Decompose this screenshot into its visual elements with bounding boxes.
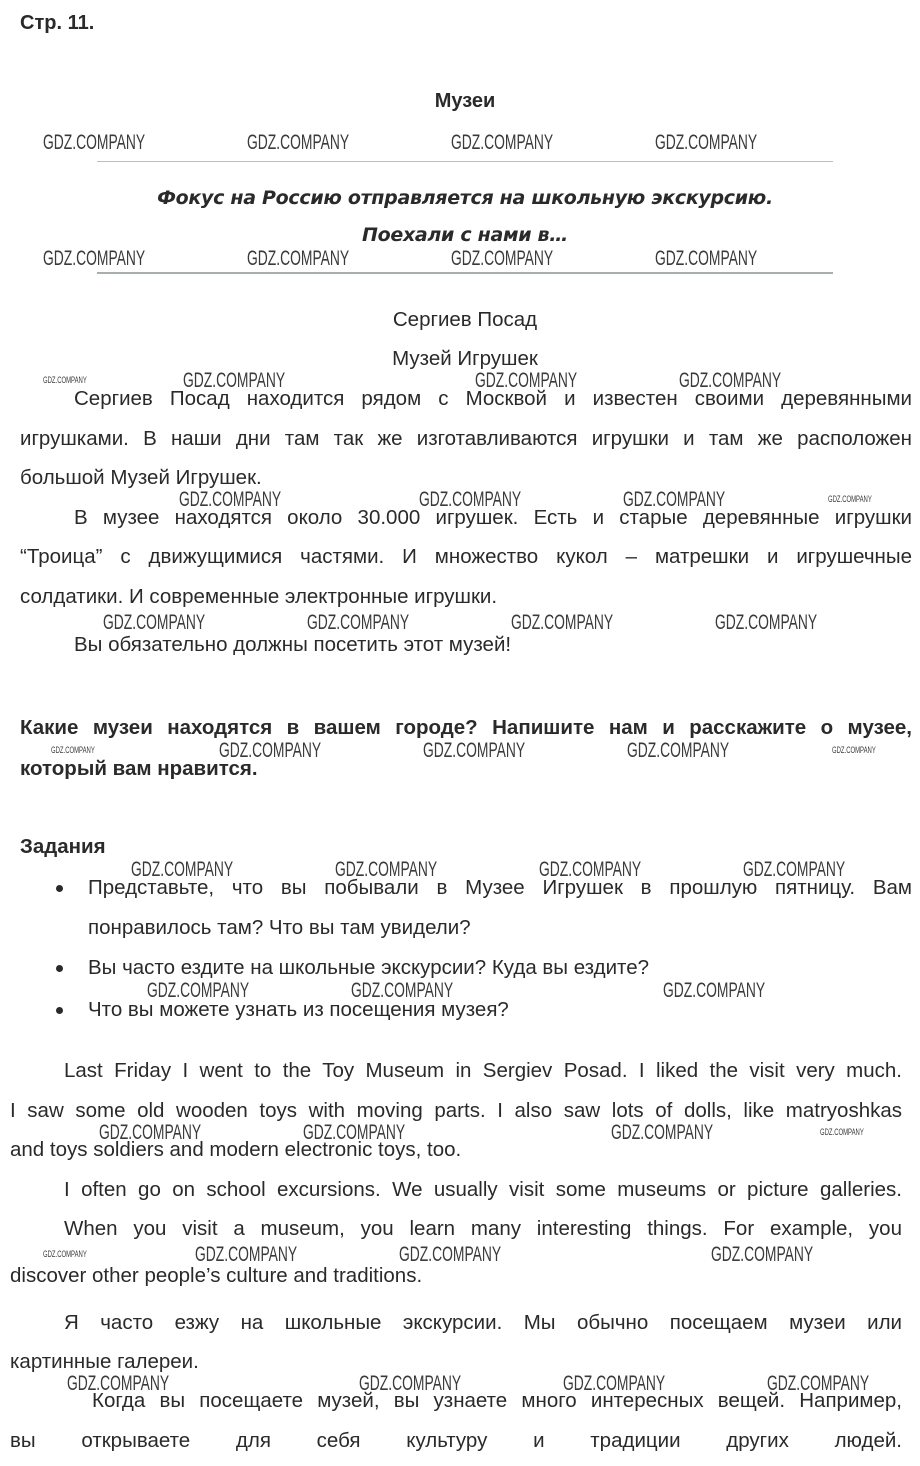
page-label: Стр. 11. — [20, 12, 95, 34]
watermark: GDZ.COMPANY — [359, 1372, 462, 1395]
page-title: Музеи — [434, 90, 496, 112]
answer-en-line: When you visit a museum, you learn many interesting things. For example, you — [64, 1217, 902, 1240]
watermark: GDZ.COMPANY — [511, 611, 614, 634]
answer-ru-line: Я часто езжу на школьные экскурсии. Мы обычно посещаем музеи или — [64, 1311, 902, 1334]
bullet-icon — [56, 885, 63, 892]
watermark: GDZ.COMPANY — [247, 131, 350, 154]
watermark: GDZ.COMPANY — [627, 739, 730, 762]
divider — [97, 272, 833, 274]
answer-en-line: Last Friday I went to the Toy Museum in Sergiev Posad. I liked the visit very much. — [64, 1059, 902, 1082]
article-line: большой Музей Игрушек. — [20, 466, 262, 489]
watermark: GDZ.COMPANY — [183, 369, 286, 392]
watermark: GDZ.COMPANY — [179, 488, 282, 511]
bullet-icon — [56, 965, 63, 972]
answer-ru-line: вы открываете для себя культуру и традиции других людей. — [10, 1429, 902, 1452]
question-line: Какие музеи находятся в вашем городе? Напишите нам и расскажите о музее, — [20, 716, 912, 739]
task-item: Представьте, что вы побывали в Музее Игрушек в прошлую пятницу. Вам — [88, 876, 912, 899]
watermark: GDZ.COMPANY — [247, 247, 350, 270]
answer-en-line: and toys soldiers and modern electronic toys, too. — [10, 1138, 462, 1161]
watermark: GDZ.COMPANY — [43, 131, 146, 154]
watermark: GDZ.COMPANY — [563, 1372, 666, 1395]
answer-en-line: discover other people’s culture and traditions. — [10, 1264, 423, 1287]
article-line: Сергиев Посад находится рядом с Москвой и известен своими деревянными — [74, 387, 912, 410]
article-line: В музее находятся около 30.000 игрушек. Есть и старые деревянные игрушки — [74, 506, 912, 529]
watermark: GDZ.COMPANY — [623, 488, 726, 511]
watermark: GDZ.COMPANY — [43, 247, 146, 270]
watermark: GDZ.COMPANY — [219, 739, 322, 762]
watermark: GDZ.COMPANY — [828, 494, 872, 504]
watermark: GDZ.COMPANY — [451, 131, 554, 154]
task-item: Вы часто ездите на школьные экскурсии? Куда вы ездите? — [88, 956, 650, 979]
watermark: GDZ.COMPANY — [147, 979, 250, 1002]
subheading-line-2: Поехали с нами в… — [362, 224, 568, 246]
watermark: GDZ.COMPANY — [67, 1372, 170, 1395]
article-line: “Троица” с движущимися частями. И множество кукол – матрешки и игрушечные — [20, 545, 912, 568]
museum-name: Музей Игрушек — [392, 347, 538, 370]
divider — [97, 161, 833, 162]
watermark: GDZ.COMPANY — [832, 745, 876, 755]
tasks-title: Задания — [20, 835, 106, 858]
article-line: игрушками. В наши дни там так же изготавливаются игрушки и там же расположен — [20, 427, 912, 450]
place-name: Сергиев Посад — [392, 308, 538, 331]
subheading-line-1: Фокус на Россию отправляется на школьную экскурсию. — [157, 187, 773, 209]
watermark: GDZ.COMPANY — [399, 1243, 502, 1266]
watermark: GDZ.COMPANY — [475, 369, 578, 392]
answer-ru-line: картинные галереи. — [10, 1350, 199, 1373]
watermark: GDZ.COMPANY — [711, 1243, 814, 1266]
watermark: GDZ.COMPANY — [539, 858, 642, 881]
watermark: GDZ.COMPANY — [679, 369, 782, 392]
watermark: GDZ.COMPANY — [43, 375, 87, 385]
answer-en-line: I saw some old wooden toys with moving parts. I also saw lots of dolls, like matryoshkas — [10, 1099, 902, 1122]
watermark: GDZ.COMPANY — [43, 1249, 87, 1259]
watermark: GDZ.COMPANY — [99, 1121, 202, 1144]
watermark: GDZ.COMPANY — [103, 611, 206, 634]
watermark: GDZ.COMPANY — [663, 979, 766, 1002]
question-line: который вам нравится. — [20, 757, 258, 780]
task-item: понравилось там? Что вы там увидели? — [88, 916, 471, 939]
watermark: GDZ.COMPANY — [303, 1121, 406, 1144]
answer-ru-line: Когда вы посещаете музей, вы узнаете много интересных вещей. Например, — [92, 1389, 902, 1412]
watermark: GDZ.COMPANY — [715, 611, 818, 634]
watermark: GDZ.COMPANY — [351, 979, 454, 1002]
watermark: GDZ.COMPANY — [423, 739, 526, 762]
watermark: GDZ.COMPANY — [195, 1243, 298, 1266]
answer-en-line: I often go on school excursions. We usually visit some museums or picture galleries. — [64, 1178, 902, 1201]
watermark: GDZ.COMPANY — [743, 858, 846, 881]
watermark: GDZ.COMPANY — [655, 247, 758, 270]
bullet-icon — [56, 1007, 63, 1014]
task-item: Что вы можете узнать из посещения музея? — [88, 998, 509, 1021]
watermark: GDZ.COMPANY — [820, 1127, 864, 1137]
watermark: GDZ.COMPANY — [419, 488, 522, 511]
article-line: солдатики. И современные электронные игрушки. — [20, 585, 498, 608]
watermark: GDZ.COMPANY — [451, 247, 554, 270]
watermark: GDZ.COMPANY — [767, 1372, 870, 1395]
watermark: GDZ.COMPANY — [307, 611, 410, 634]
watermark: GDZ.COMPANY — [51, 745, 95, 755]
watermark: GDZ.COMPANY — [611, 1121, 714, 1144]
watermark: GDZ.COMPANY — [131, 858, 234, 881]
watermark: GDZ.COMPANY — [335, 858, 438, 881]
watermark: GDZ.COMPANY — [655, 131, 758, 154]
article-line: Вы обязательно должны посетить этот музей! — [74, 633, 512, 656]
